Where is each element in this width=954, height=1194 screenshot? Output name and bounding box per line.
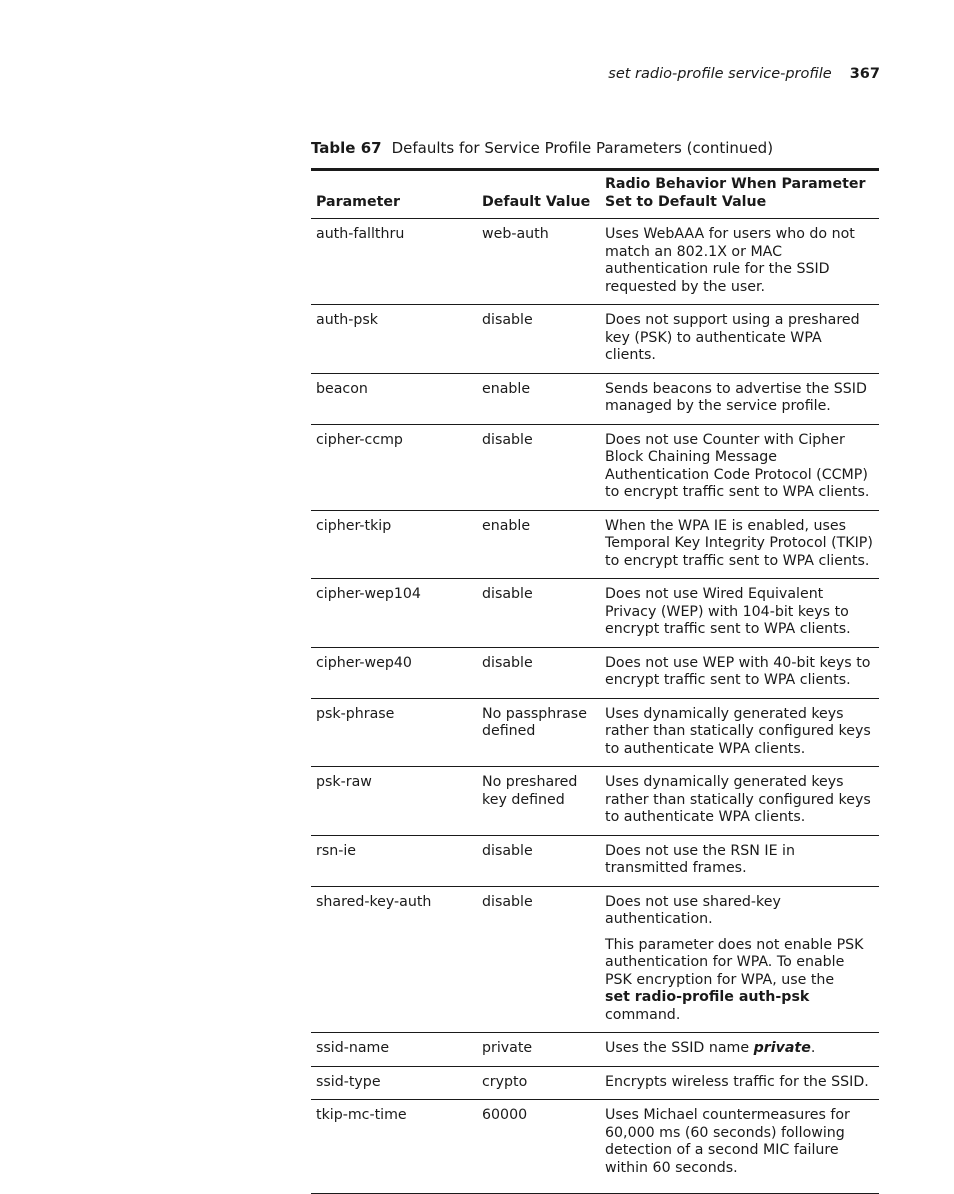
cell-behavior (600, 1033, 879, 1067)
behavior-prefix: Uses the SSID name (605, 1040, 750, 1056)
table-caption-text: Defaults for Service Profile Parameters (continued) (391, 139, 774, 157)
behavior-text: Does not use shared-key authentication. (605, 893, 781, 927)
cell-parameter: rsn-ie (311, 835, 477, 886)
cell-behavior (600, 886, 879, 1033)
note-command: set radio-profile auth-psk (605, 989, 810, 1005)
cell-parameter: tkip-mc-time (311, 1100, 477, 1194)
defaults-table (311, 168, 879, 1194)
cell-behavior: Does not use Wired Equivalent Privacy (WEP) with 104-bit keys to encrypt traffic sent to WPA clients. (600, 579, 879, 648)
cell-behavior: Does not use Counter with Cipher Block Chaining Message Authentication Code Protocol (CCMP) to encrypt traffic sent to WPA clients. (600, 424, 879, 510)
cell-parameter: shared-key-auth (311, 886, 477, 1033)
cell-parameter: beacon (311, 373, 477, 424)
cell-parameter: auth-psk (311, 305, 477, 374)
behavior-note (605, 937, 875, 1025)
cell-default: disable (477, 579, 600, 648)
table-row (311, 886, 879, 1033)
cell-parameter: psk-phrase (311, 698, 477, 767)
cell-behavior: Uses WebAAA for users who do not match an 802.1X or MAC authentication rule for the SSID requested by the user. (600, 219, 879, 305)
behavior-emphasis: private (753, 1040, 811, 1056)
cell-default: disable (477, 424, 600, 510)
table-row (311, 1033, 879, 1067)
column-header-radio-behavior: Radio Behavior When Parameter Set to Default Value (600, 170, 879, 219)
cell-default: private (477, 1033, 600, 1067)
cell-default: No preshared key defined (477, 767, 600, 836)
cell-default: 60000 (477, 1100, 600, 1194)
table-caption (311, 139, 773, 157)
section-title: set radio-profile service-profile (608, 66, 832, 82)
behavior-suffix: . (810, 1040, 816, 1056)
table-row (311, 510, 879, 579)
cell-default: No passphrase defined (477, 698, 600, 767)
table-row (311, 647, 879, 698)
cell-behavior: Uses Michael countermeasures for 60,000 ms (60 seconds) following detection of a second MIC failure within 60 seconds. (600, 1100, 879, 1194)
table-row (311, 767, 879, 836)
table-row (311, 835, 879, 886)
table-row (311, 579, 879, 648)
column-header-default-value: Default Value (477, 170, 600, 219)
table-caption-label: Table 67 (311, 139, 382, 157)
table-row (311, 424, 879, 510)
cell-behavior: Uses dynamically generated keys rather than statically configured keys to authenticate WPA clients. (600, 767, 879, 836)
cell-behavior: Uses dynamically generated keys rather than statically configured keys to authenticate WPA clients. (600, 698, 879, 767)
page-number: 367 (849, 66, 880, 82)
cell-parameter: cipher-ccmp (311, 424, 477, 510)
cell-parameter: ssid-type (311, 1066, 477, 1100)
table-row (311, 698, 879, 767)
cell-default: enable (477, 510, 600, 579)
note-text: This parameter does not enable PSK authentication for WPA. To enable PSK encryption for WPA, use the (605, 936, 864, 988)
cell-behavior: Does not use the RSN IE in transmitted frames. (600, 835, 879, 886)
table-row (311, 373, 879, 424)
table-row (311, 1066, 879, 1100)
cell-parameter: cipher-wep40 (311, 647, 477, 698)
cell-parameter: cipher-wep104 (311, 579, 477, 648)
cell-parameter: cipher-tkip (311, 510, 477, 579)
cell-default: disable (477, 886, 600, 1033)
cell-behavior: Does not support using a preshared key (PSK) to authenticate WPA clients. (600, 305, 879, 374)
cell-behavior: Does not use WEP with 40-bit keys to encrypt traffic sent to WPA clients. (600, 647, 879, 698)
table-row (311, 305, 879, 374)
cell-default: disable (477, 835, 600, 886)
cell-behavior: Encrypts wireless traffic for the SSID. (600, 1066, 879, 1100)
cell-parameter: ssid-name (311, 1033, 477, 1067)
table-row (311, 219, 879, 305)
table-header-row (311, 170, 879, 219)
cell-default: enable (477, 373, 600, 424)
cell-behavior: Sends beacons to advertise the SSID managed by the service profile. (600, 373, 879, 424)
cell-default: web-auth (477, 219, 600, 305)
cell-parameter: auth-fallthru (311, 219, 477, 305)
cell-default: disable (477, 647, 600, 698)
cell-behavior: When the WPA IE is enabled, uses Temporal Key Integrity Protocol (TKIP) to encrypt traffic sent to WPA clients. (600, 510, 879, 579)
running-header (608, 66, 880, 82)
column-header-parameter: Parameter (311, 170, 477, 219)
table-row (311, 1100, 879, 1194)
cell-default: crypto (477, 1066, 600, 1100)
cell-parameter: psk-raw (311, 767, 477, 836)
note-suffix: command. (605, 1006, 681, 1023)
cell-default: disable (477, 305, 600, 374)
